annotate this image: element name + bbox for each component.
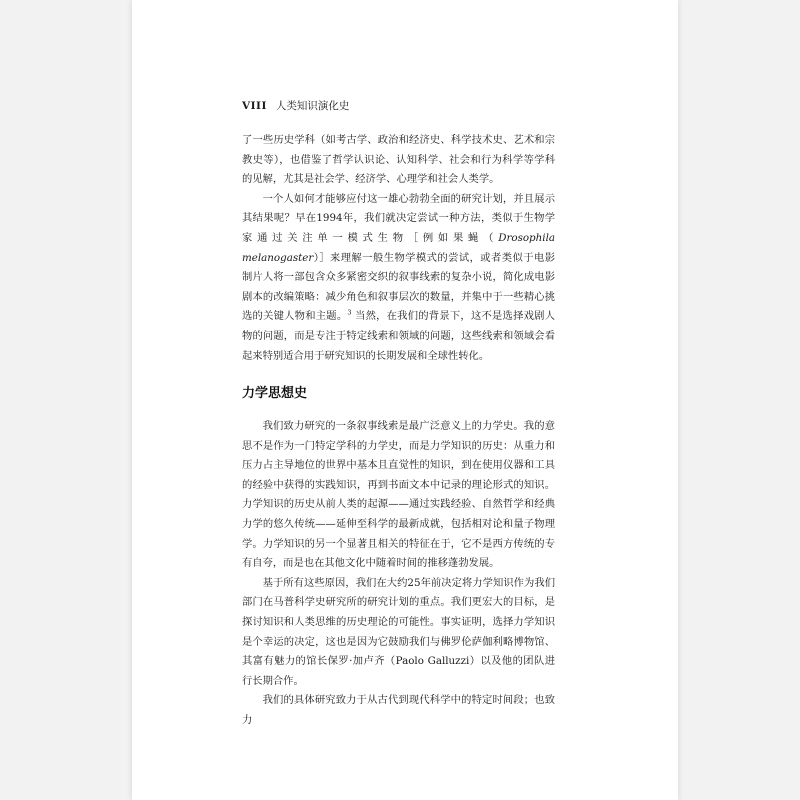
section-mechanics — [242, 384, 555, 404]
paragraph-research-focus — [242, 574, 555, 692]
footnote-ref[interactable]: 3 — [347, 308, 352, 317]
paragraph-text: 基于所有这些原因，我们在大约25年前决定将力学知识作为我们部门在马普科学史研究所的研究计划的重点。我们更宏大的目标，是探讨知识和人类思维的历史理论的可能性。事实证明，选择力学知识是个幸运的决定，这也是因为它鼓励我们与佛罗伦萨伽利略博物馆、其富有魅力的馆长保罗·加卢齐（Paolo Galluzzi）以及他的团队进行长期合作。 — [242, 576, 555, 687]
running-header — [242, 98, 349, 113]
book-page — [132, 0, 678, 800]
paragraph-method — [242, 190, 555, 366]
paragraph-text: ）］来理解一般生物学模式的尝试，或者类似于电影制片人将一部包含众多紧密交织的叙事线索的复杂小说，简化成电影剧本的改编策略：减少角色和叙事层次的数量，并集中于一些精心挑选的关键人物和主题。 — [242, 251, 555, 323]
paragraph-text: 了一些历史学科（如考古学、政治和经济史、科学技术史、艺术和宗教史等），也借鉴了哲学认识论、认知科学、社会和行为科学等学科的见解，尤其是社会学、经济学、心理学和社会人类学。 — [242, 134, 555, 186]
book-title: 人类知识演化史 — [275, 100, 350, 112]
paragraph-specific-research — [242, 691, 555, 730]
paragraph-text: 我们的具体研究致力于从古代到现代科学中的特定时间段；也致力 — [242, 694, 555, 726]
species-name: Drosophila melanogaster — [242, 231, 555, 264]
page-number: VIII — [242, 100, 267, 112]
paragraph-text: 一个人如何才能够应付这一雄心勃勃全面的研究计划，并且展示其结果呢？早在1994年，我们就决定尝试一种方法，类似于生物学家通过关注单一模式生物［例如果蝇（ — [242, 192, 555, 244]
paragraph-text: 当然，在我们的背景下，这不是选择戏剧人物的问题，而是专注于特定线索和领域的问题，这些线索和领域会看起来特别适合用于研究知识的长期发展和全球性转化。 — [242, 310, 555, 362]
section-heading: 力学思想史 — [242, 386, 308, 401]
paragraph-text: 我们致力研究的一条叙事线索是最广泛意义上的力学史。我的意思不是作为一门特定学科的力学史，而是力学知识的历史：从重力和压力占主导地位的世界中基本且直觉性的知识，到在使用仪器和工具的经验中获得的实践知识，再到书面文本中记录的理论形式的知识。力学知识的历史从前人类的起源——通过实践经验、自然哲学和经典力学的悠久传统——延伸至科学的最新成就，包括相对论和量子物理学。力学知识的另一个显著且相关的特征在于，它不是西方传统的专有自夸，而是也在其他文化中随着时间的推移蓬勃发展。 — [242, 420, 555, 570]
section-intro-text — [242, 131, 555, 366]
section-mechanics-text — [242, 417, 555, 731]
paragraph-continuation — [242, 131, 555, 190]
paragraph-mechanics-history — [242, 417, 555, 574]
